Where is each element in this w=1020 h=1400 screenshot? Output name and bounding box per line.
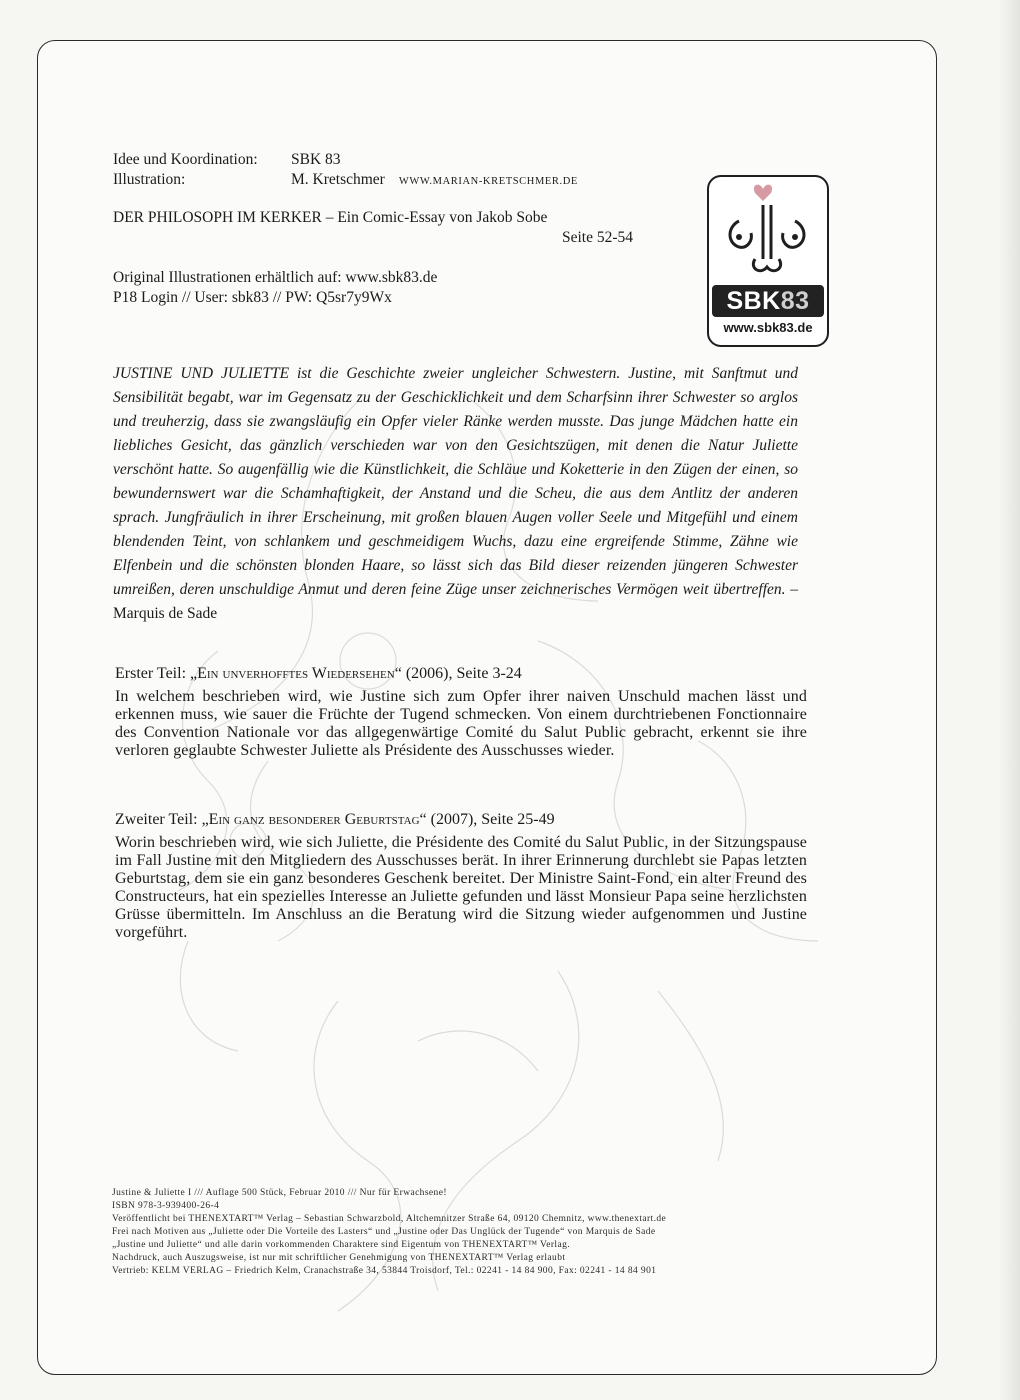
imprint-line: Justine & Juliette I /// Auflage 500 Stück, Februar 2010 /// Nur für Erwachsene! (112, 1188, 447, 1198)
comic-title-block (113, 208, 633, 248)
imprint-line: Nachdruck, auch Auszugsweise, ist nur mit schriftlicher Genehmigung von THENEXTART™ Verlag erlaubt (112, 1253, 566, 1263)
imprint-line: Veröffentlicht bei THENEXTART™ Verlag – Sebastian Schwarzbold, Altchemnitzer Straße 64, 09120 Chemnitz, www.thenextart.de (112, 1214, 667, 1224)
originals-block (113, 268, 437, 308)
part2-label: Zweiter Teil: (115, 811, 202, 828)
originals-line: Original Illustrationen erhältlich auf: www.sbk83.de (113, 269, 438, 286)
imprint-line: Vertrieb: KELM VERLAG – Friedrich Kelm, Cranachstraße 34, 53844 Troisdorf, Tel.: 02241 - 14 84 900, Fax: 02241 - 14 84 901 (112, 1266, 657, 1276)
comic-title: DER PHILOSOPH IM KERKER – Ein Comic-Essay von Jakob Sobe (113, 209, 548, 226)
imprint-line: ISBN 978-3-939400-26-4 (112, 1201, 220, 1211)
imprint-line: Frei nach Motiven aus „Juliette oder Die Vorteile des Lasters“ und „Justine oder Das Unglück der Tugende“ von Marquis de Sade (112, 1227, 656, 1237)
logo-text-sbk: SBK (726, 287, 781, 315)
illustration-label: Illustration: (113, 171, 186, 188)
concept-value: SBK 83 (291, 151, 341, 168)
logo-url[interactable]: www.sbk83.de (723, 320, 813, 335)
part2-text: Worin beschrieben wird, wie sich Juliette, die Présidente des Comité du Salut Public, in der Sitzungspause im Fall Justine mit den Mitgliedern des Ausschusses berät. In ihrer Erinnerung durchlebt sie Papas letzten Geburtstag, dem sie ein ganz besonderes Geschenk bereitet. Der Ministre Saint-Fond, ein alter Freund des Constructeurs, hat ein spezielles Interesse an Juliette gefunden und lässt Monsieur Papa seine herzlichsten Grüsse übermitteln. Im Anschluss an die Beratung wird die Sitzung wieder aufgenommen und Justine vorgeführt. (115, 834, 807, 941)
part2-meta: (2007), Seite 25-49 (426, 811, 555, 828)
login-line: P18 Login // User: sbk83 // PW: Q5sr7y9Wx (113, 289, 392, 306)
quote-text: JUSTINE UND JULIETTE ist die Geschichte zweier ungleicher Schwestern. Justine, mit Sanftmut und Sensibilität begabt, war im Gegensatz zu der Geschicklichkeit und dem Scharfsinn ihrer Schwester so arglos und treuherzig, dass sie zwangsläufig ein Opfer vieler Ränke werden musste. Das junge Mädchen hatte ein liebliches Gesicht, das gänzlich verschieden war von den Gesichtszügen, mit denen die Natur Juliette verschönt hatte. So augenfällig wie die Künstlichkeit, die Schläue und Koketterie in den Zügen der einen, so bewundernswert war die Schamhaftigkeit, der Anstand und die Scheu, die aus dem Antlitz der anderen sprach. Jungfräulich in ihrer Erscheinung, mit großen blauen Augen voller Seele und Mitgefühl und einem blendenden Teint, von schlankem und geschmeidigem Wuchs, dazu eine ergreifende Stimme, Zähne wie Elfenbein und die schönsten blonden Haare, so lässt sich das Bild dieser reizenden jüngeren Schwester umreißen, deren unschuldige Anmut und deren feine Züge unser zeichnerisches Vermögen weit übertreffen. (113, 365, 798, 598)
imprint-block (112, 1187, 812, 1278)
illustrator-url[interactable]: WWW.MARIAN-KRETSCHMER.DE (398, 176, 578, 187)
logo-text-83: 83 (780, 287, 810, 315)
part1-label: Erster Teil: (115, 665, 191, 682)
credits-block (113, 150, 578, 192)
logo-figure-icon (709, 177, 827, 287)
part1-heading (115, 663, 522, 685)
logo-band (712, 285, 824, 317)
quote-author: – Marquis de Sade (113, 581, 798, 622)
comic-pages: Seite 52-54 (561, 229, 633, 246)
part1-title: „Ein unverhofftes Wiedersehen“ (190, 665, 402, 682)
illustration-value: M. Kretschmer (291, 171, 385, 188)
part1-text: In welchem beschrieben wird, wie Justine sich zum Opfer ihrer naiven Unschuld machen lässt und erkennen muss, wie sauer die Früchte der Tugend schmecken. Von einem durchtriebenen Fonctionnaire des Convention Nationale vor das allgegenwärtige Comité du Salut Public gebracht, erkennt sie ihre verloren geglaubte Schwester Juliette als Présidente des Ausschusses wieder. (115, 688, 807, 759)
part1-meta: (2006), Seite 3-24 (401, 665, 522, 682)
intro-quote (113, 362, 798, 626)
sbk83-logo[interactable] (707, 175, 829, 347)
part2-heading (115, 809, 555, 831)
page-edge-shadow (998, 0, 1020, 1400)
imprint-line: „Justine und Juliette“ und alle darin vorkommenden Charaktere sind Eigentum von THENEXTART™ Verlag. (112, 1240, 571, 1250)
concept-label: Idee und Koordination: (113, 151, 258, 168)
part2-title: „Ein ganz besonderer Geburtstag“ (201, 811, 427, 828)
